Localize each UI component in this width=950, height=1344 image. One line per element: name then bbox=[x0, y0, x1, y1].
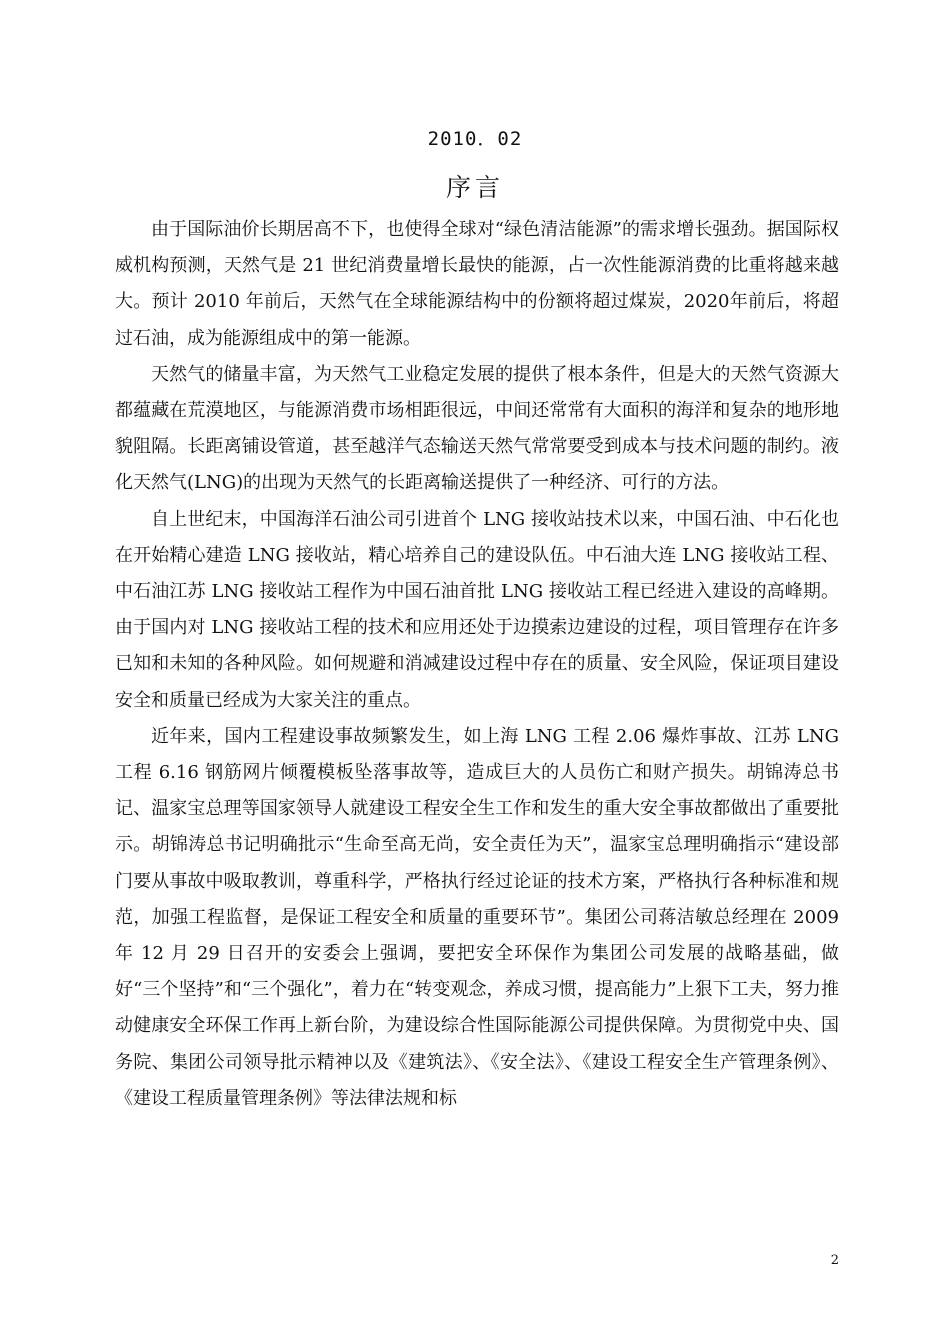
document-date: 2010．02 bbox=[427, 128, 523, 150]
body-text bbox=[115, 212, 839, 1117]
paragraph: 由于国际油价长期居高不下，也使得全球对“绿色清洁能源”的需求增长强劲。据国际权威机构预测，天然气是 21 世纪消费量增长最快的能源，占一次性能源消费的比重将越来越大。预计 2010 年前后，天然气在全球能源结构中的份额将超过煤炭，2020年前后，将超过石油，成为能源组成中的第一能源。 bbox=[115, 219, 839, 349]
page-title: 序言 bbox=[445, 173, 504, 202]
page-number: 2 bbox=[830, 1253, 839, 1268]
paragraph: 天然气的储量丰富，为天然气工业稳定发展的提供了根本条件，但是大的天然气资源大都蕴藏在荒漠地区，与能源消费市场相距很远，中间还常常有大面积的海洋和复杂的地形地貌阻隔。长距离铺设管道，甚至越洋气态输送天然气常常要受到成本与技术问题的制约。液化天然气(LNG)的出现为天然气的长距离输送提供了一种经济、可行的方法。 bbox=[115, 363, 839, 494]
paragraph: 近年来，国内工程建设事故频繁发生，如上海 LNG 工程 2.06 爆炸事故、江苏 LNG 工程 6.16 钢筋网片倾覆模板坠落事故等，造成巨大的人员伤亡和财产损失。胡锦涛总书记、温家宝总理等国家领导人就建设工程安全生工作和发生的重大安全事故都做出了重要批示。胡锦涛总书记明确批示“生命至高无尚，安全责任为天”，温家宝总理明确指示“建设部门要从事故中吸取教训，尊重科学，严格执行经过论证的技术方案，严格执行各种标准和规范，加强工程监督，是保证工程安全和质量的重要环节”。集团公司蒋洁敏总经理在 2009 年 12 月 29 日召开的安委会上强调，要把安全环保作为集团公司发展的战略基础，做好“三个坚持”和“三个强化”，着力在“转变观念，养成习惯，提高能力”上狠下工夫，努力推动健康安全环保工作再上新台阶，为建设综合性国际能源公司提供保障。为贯彻党中央、国务院、集团公司领导批示精神以及《建筑法》、《安全法》、《建设工程安全生产管理条例》、《建设工程质量管理条例》等法律法规和标 bbox=[115, 725, 839, 1109]
paragraph: 自上世纪末，中国海洋石油公司引进首个 LNG 接收站技术以来，中国石油、中石化也在开始精心建造 LNG 接收站，精心培养自己的建设队伍。中石油大连 LNG 接收站工程、中石油江苏 LNG 接收站工程作为中国石油首批 LNG 接收站工程已经进入建设的高峰期。由于国内对 LNG 接收站工程的技术和应用还处于边摸索边建设的过程，项目管理存在许多已知和未知的各种风险。如何规避和消减建设过程中存在的质量、安全风险，保证项目建设安全和质量已经成为大家关注的重点。 bbox=[115, 508, 839, 711]
